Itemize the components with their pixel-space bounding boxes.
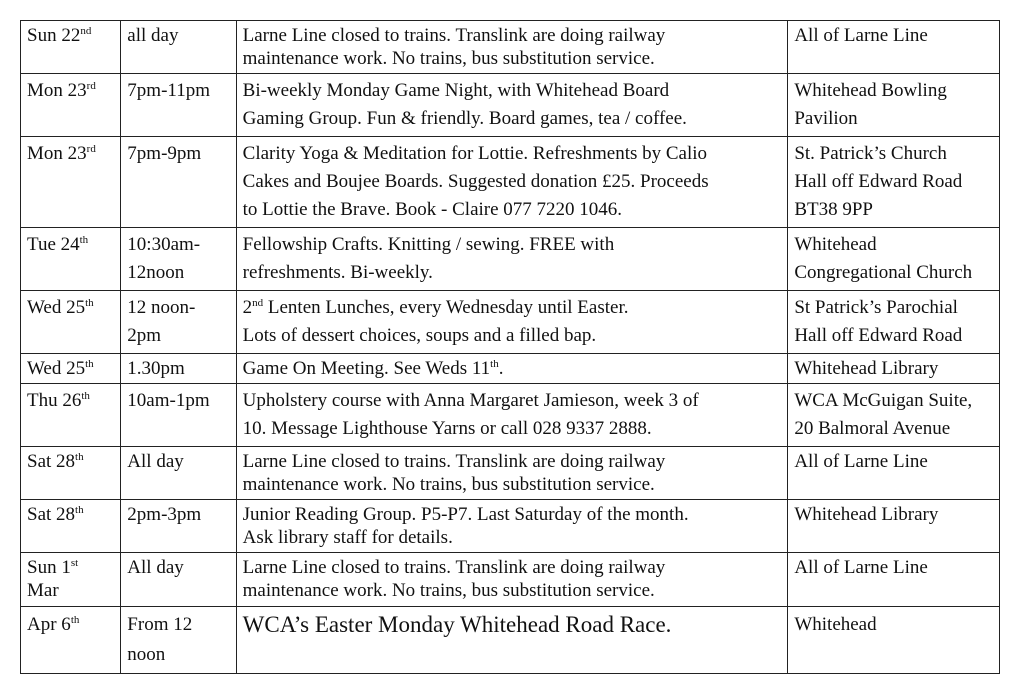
description-cell [236,291,788,354]
description-line: Larne Line closed to trains. Translink are doing railway [242,557,666,578]
description-cell [236,354,788,384]
description-line: Ask library staff for details. [242,527,453,548]
time-text: All day [127,451,184,472]
location-line: All of Larne Line [794,451,928,472]
location-cell [788,607,1000,674]
date-text: Sat 28 [27,504,76,525]
location-cell [788,74,1000,137]
description-line: maintenance work. No trains, bus substitution service. [242,580,655,601]
location-cell [788,137,1000,228]
date-cell [21,447,121,500]
description-cell [236,21,788,74]
location-cell [788,228,1000,291]
date-suffix: st [70,557,79,569]
time-line: 12noon [127,262,185,283]
location-cell [788,291,1000,354]
table-row [21,607,1000,674]
date-cell [21,21,121,74]
time-text: 7pm-11pm [127,80,210,101]
description-line: Gaming Group. Fun & friendly. Board games, tea / coffee. [242,108,687,129]
time-line: From 12 [127,614,193,635]
description-line [243,294,782,322]
date-line [27,556,114,579]
table-row [21,137,1000,228]
table-row [21,354,1000,384]
location-cell [788,500,1000,553]
description-line: refreshments. Bi-weekly. [242,262,433,283]
date-text: Sun 22 [27,25,81,46]
date-suffix: th [70,614,80,626]
time-cell [121,137,236,228]
description-line: Clarity Yoga & Meditation for Lottie. Refreshments by Calio [242,143,708,164]
time-line: noon [127,644,166,665]
location-cell [788,384,1000,447]
date-cell [21,354,121,384]
date-text: Mon 23 [27,80,87,101]
description-line: Cakes and Boujee Boards. Suggested donation £25. Proceeds [242,171,709,192]
location-line: Congregational Church [794,262,973,283]
time-cell [121,384,236,447]
date-text: Wed 25 [27,297,86,318]
date-suffix: th [81,390,90,402]
location-line: Whitehead [794,234,877,255]
table-row [21,74,1000,137]
date-suffix: th [85,297,94,309]
time-line: 12 noon- [127,297,196,318]
time-cell [121,607,236,674]
location-line: Whitehead Bowling [794,80,947,101]
table-row [21,384,1000,447]
description-cell [236,137,788,228]
location-line: All of Larne Line [794,25,928,46]
description-line: WCA’s Easter Monday Whitehead Road Race. [242,612,672,637]
description-cell [236,228,788,291]
date-suffix: th [85,358,94,370]
time-cell [121,228,236,291]
date-cell [21,384,121,447]
location-line: Whitehead [794,614,877,635]
date-text: Thu 26 [27,390,82,411]
description-line: Junior Reading Group. P5-P7. Last Saturday of the month. [242,504,689,525]
date-text: Apr 6 [27,614,71,635]
description-line: Bi-weekly Monday Game Night, with Whitehead Board [242,80,670,101]
date-cell [21,291,121,354]
location-line: All of Larne Line [794,557,928,578]
table-row [21,291,1000,354]
location-cell [788,354,1000,384]
time-text: 1.30pm [127,358,185,379]
description-line: 10. Message Lighthouse Yarns or call 028 9337 2888. [242,418,652,439]
time-cell [121,21,236,74]
date-suffix: th [75,451,84,463]
description-cell [236,500,788,553]
ordinal-suffix: th [490,358,499,370]
date-cell [21,553,121,607]
time-text: all day [127,25,179,46]
date-month: Mar [27,580,59,601]
time-cell [121,291,236,354]
date-text: Mon 23 [27,143,87,164]
location-line: Hall off Edward Road [794,325,963,346]
description-cell [236,553,788,607]
location-cell [788,21,1000,74]
description-text: Game On Meeting. See Weds 11 [242,358,491,379]
date-suffix: nd [80,25,92,37]
time-text: 10am-1pm [127,390,210,411]
description-line: Lots of dessert choices, soups and a filled bap. [242,325,597,346]
date-text: Wed 25 [27,358,86,379]
time-text: All day [127,557,184,578]
description-cell [236,384,788,447]
events-table [20,20,1000,674]
table-row [21,21,1000,74]
location-line: Pavilion [794,108,858,129]
location-cell [788,447,1000,500]
description-line: to Lottie the Brave. Book - Claire 077 7220 1046. [242,199,623,220]
description-line: maintenance work. No trains, bus substitution service. [242,474,655,495]
description-text: Lenten Lunches, every Wednesday until Easter. [263,297,629,318]
date-suffix: th [79,234,89,246]
description-cell [236,447,788,500]
date-cell [21,607,121,674]
time-line: 2pm [127,325,162,346]
description-line: Upholstery course with Anna Margaret Jamieson, week 3 of [242,390,699,411]
location-line: 20 Balmoral Avenue [794,418,951,439]
date-cell [21,228,121,291]
location-line: WCA McGuigan Suite, [794,390,973,411]
description-line: Fellowship Crafts. Knitting / sewing. FREE with [242,234,615,255]
time-text: 7pm-9pm [127,143,202,164]
table-row [21,447,1000,500]
date-text: Sun 1 [27,557,71,578]
location-line: Whitehead Library [794,358,939,379]
date-suffix: rd [86,143,96,155]
table-row [21,228,1000,291]
location-cell [788,553,1000,607]
ordinal-suffix: nd [252,297,264,309]
ordinal-number: 2 [242,297,253,318]
date-text: Sat 28 [27,451,76,472]
table-row [21,500,1000,553]
time-cell [121,447,236,500]
location-line: St Patrick’s Parochial [794,297,958,318]
date-suffix: th [75,504,84,516]
description-line: Larne Line closed to trains. Translink are doing railway [242,25,666,46]
date-cell [21,500,121,553]
location-line: St. Patrick’s Church [794,143,947,164]
description-cell [236,607,788,674]
location-line: Hall off Edward Road [794,171,963,192]
time-cell [121,354,236,384]
location-line: BT38 9PP [794,199,873,220]
location-line: Whitehead Library [794,504,939,525]
table-row [21,553,1000,607]
description-cell [236,74,788,137]
date-text: Tue 24 [27,234,80,255]
description-text: . [498,358,504,379]
date-cell [21,137,121,228]
date-cell [21,74,121,137]
time-line: 10:30am- [127,234,201,255]
time-cell [121,74,236,137]
description-line: maintenance work. No trains, bus substitution service. [242,48,655,69]
time-text: 2pm-3pm [127,504,202,525]
time-cell [121,500,236,553]
date-suffix: rd [86,80,96,92]
time-cell [121,553,236,607]
description-line: Larne Line closed to trains. Translink are doing railway [242,451,666,472]
